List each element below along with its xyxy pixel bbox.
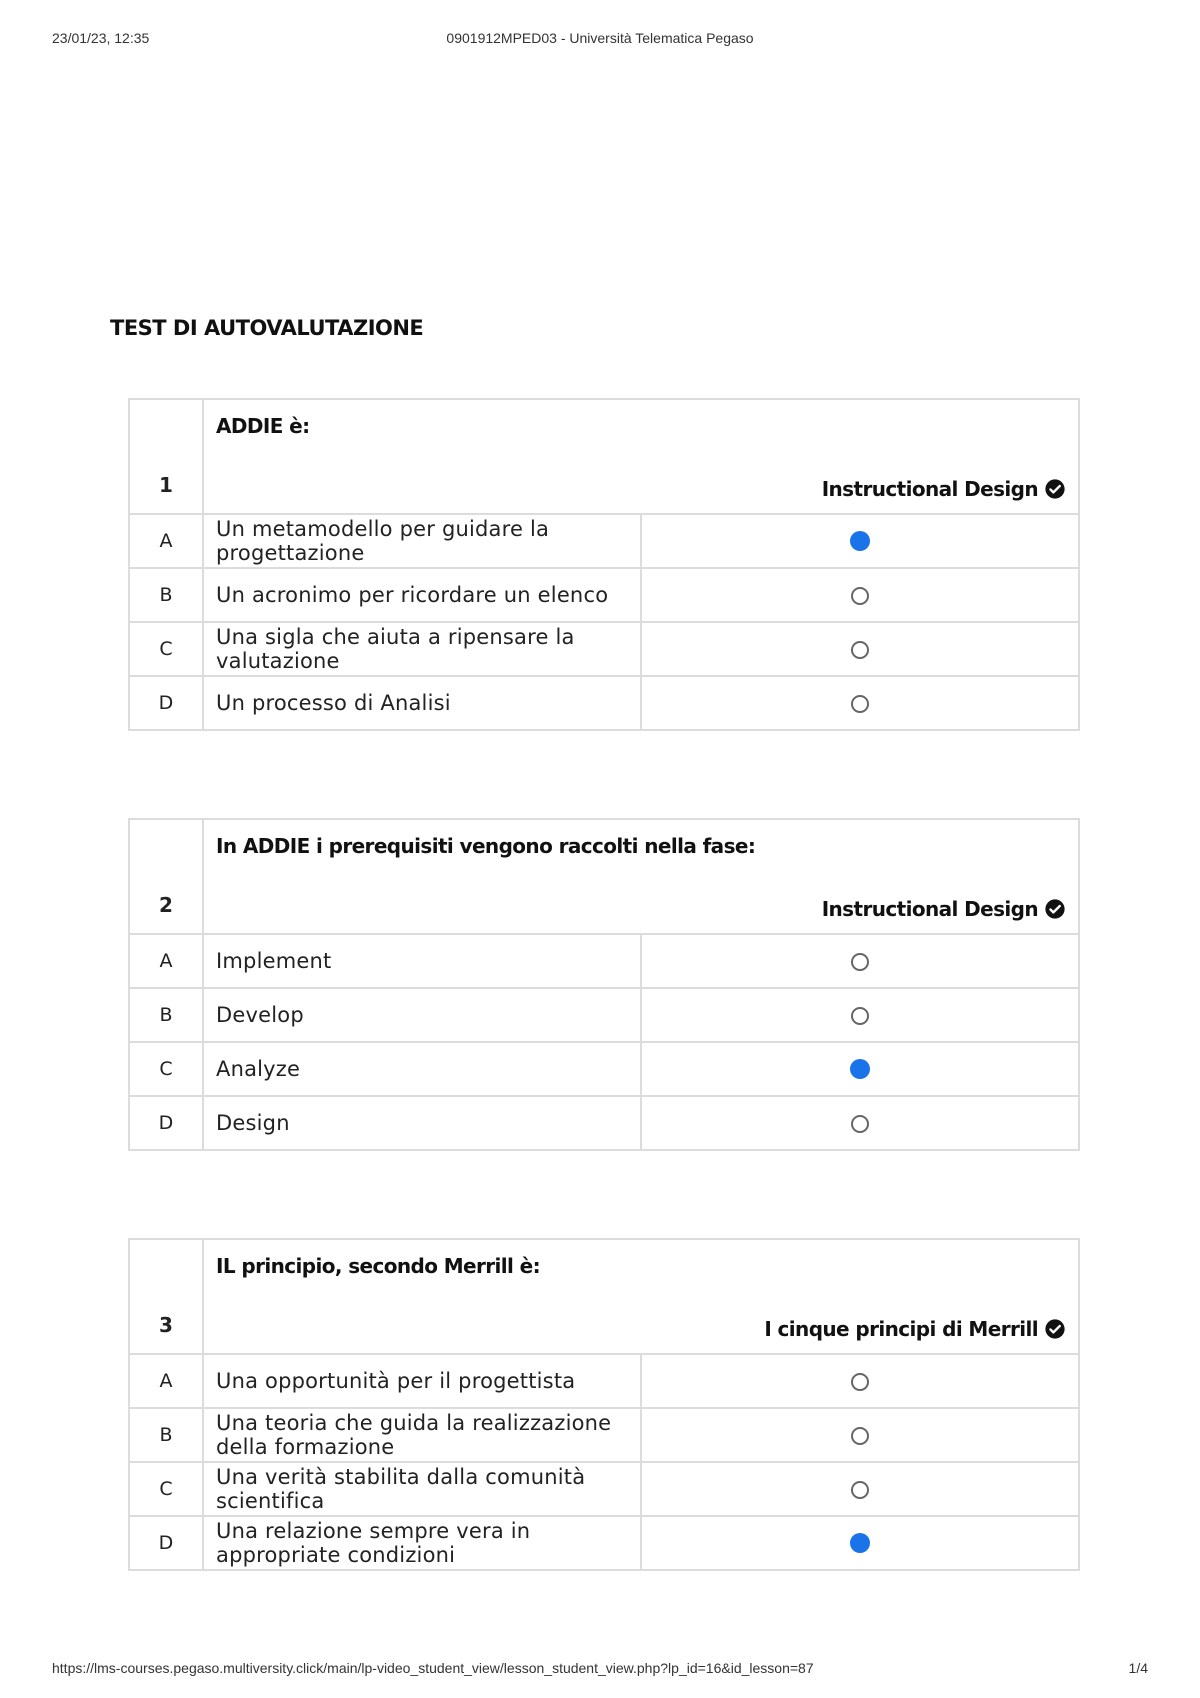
question-number: 2 (129, 819, 203, 934)
option-radio-cell[interactable] (641, 1042, 1079, 1096)
answer-option-row[interactable] (129, 1042, 1079, 1096)
option-text: Un processo di Analisi (203, 676, 641, 730)
option-text: Una relazione sempre vera in appropriate condizioni (203, 1516, 641, 1570)
print-datetime: 23/01/23, 12:35 (52, 30, 150, 46)
option-letter: B (129, 988, 203, 1042)
print-url: https://lms-courses.pegaso.multiversity.click/main/lp-video_student_view/lesson_student_view.php?lp_id=16&id_lesson=87 (52, 1660, 814, 1676)
option-text: Design (203, 1096, 641, 1150)
print-page-number: 1/4 (1128, 1660, 1148, 1676)
check-circle-icon (1044, 478, 1066, 500)
option-letter: A (129, 934, 203, 988)
option-text: Una opportunità per il progettista (203, 1354, 641, 1408)
topic-label: Instructional Design (821, 897, 1038, 921)
page-title: TEST DI AUTOVALUTAZIONE (110, 316, 424, 340)
radio-selected-icon[interactable] (850, 531, 870, 551)
print-doc-title: 0901912MPED03 - Università Telematica Pegaso (446, 30, 754, 46)
option-radio-cell[interactable] (641, 1408, 1079, 1462)
option-radio-cell[interactable] (641, 676, 1079, 730)
radio-unselected-icon[interactable] (851, 1427, 869, 1445)
radio-selected-icon[interactable] (850, 1533, 870, 1553)
question-header (203, 1239, 1079, 1354)
option-text: Una sigla che aiuta a ripensare la valutazione (203, 622, 641, 676)
answer-option-row[interactable] (129, 676, 1079, 730)
radio-unselected-icon[interactable] (851, 587, 869, 605)
radio-unselected-icon[interactable] (851, 953, 869, 971)
option-letter: D (129, 676, 203, 730)
option-radio-cell[interactable] (641, 988, 1079, 1042)
question-header (203, 819, 1079, 934)
question-card (128, 398, 1080, 731)
option-radio-cell[interactable] (641, 1516, 1079, 1570)
option-text: Una teoria che guida la realizzazione della formazione (203, 1408, 641, 1462)
answer-option-row[interactable] (129, 1408, 1079, 1462)
option-text: Una verità stabilita dalla comunità scientifica (203, 1462, 641, 1516)
question-topic (822, 897, 1066, 921)
option-letter: B (129, 568, 203, 622)
radio-unselected-icon[interactable] (851, 1115, 869, 1133)
question-card (128, 818, 1080, 1151)
option-radio-cell[interactable] (641, 622, 1079, 676)
radio-unselected-icon[interactable] (851, 1007, 869, 1025)
print-footer (52, 1660, 1148, 1680)
radio-unselected-icon[interactable] (851, 1481, 869, 1499)
option-radio-cell[interactable] (641, 1354, 1079, 1408)
option-letter: C (129, 622, 203, 676)
answer-option-row[interactable] (129, 622, 1079, 676)
option-letter: D (129, 1516, 203, 1570)
option-text: Implement (203, 934, 641, 988)
check-circle-icon (1044, 898, 1066, 920)
radio-selected-icon[interactable] (850, 1059, 870, 1079)
question-text: ADDIE è: (216, 414, 310, 438)
question-number: 1 (129, 399, 203, 514)
option-letter: C (129, 1042, 203, 1096)
question-topic (764, 1317, 1066, 1341)
option-radio-cell[interactable] (641, 1462, 1079, 1516)
answer-option-row[interactable] (129, 1516, 1079, 1570)
print-header (52, 30, 1148, 50)
radio-unselected-icon[interactable] (851, 695, 869, 713)
answer-option-row[interactable] (129, 1354, 1079, 1408)
answer-option-row[interactable] (129, 988, 1079, 1042)
option-text: Un acronimo per ricordare un elenco (203, 568, 641, 622)
answer-option-row[interactable] (129, 568, 1079, 622)
option-letter: C (129, 1462, 203, 1516)
answer-option-row[interactable] (129, 1096, 1079, 1150)
question-topic (822, 477, 1066, 501)
question-text: In ADDIE i prerequisiti vengono raccolti nella fase: (216, 834, 756, 858)
option-letter: A (129, 1354, 203, 1408)
check-circle-icon (1044, 1318, 1066, 1340)
option-radio-cell[interactable] (641, 1096, 1079, 1150)
question-number: 3 (129, 1239, 203, 1354)
option-radio-cell[interactable] (641, 934, 1079, 988)
option-letter: B (129, 1408, 203, 1462)
question-card (128, 1238, 1080, 1571)
option-letter: D (129, 1096, 203, 1150)
option-radio-cell[interactable] (641, 514, 1079, 568)
option-letter: A (129, 514, 203, 568)
answer-option-row[interactable] (129, 514, 1079, 568)
option-radio-cell[interactable] (641, 568, 1079, 622)
topic-label: Instructional Design (821, 477, 1038, 501)
question-header (203, 399, 1079, 514)
radio-unselected-icon[interactable] (851, 1373, 869, 1391)
option-text: Un metamodello per guidare la progettazione (203, 514, 641, 568)
option-text: Analyze (203, 1042, 641, 1096)
answer-option-row[interactable] (129, 1462, 1079, 1516)
topic-label: I cinque principi di Merrill (764, 1317, 1038, 1341)
question-text: IL principio, secondo Merrill è: (216, 1254, 541, 1278)
option-text: Develop (203, 988, 641, 1042)
answer-option-row[interactable] (129, 934, 1079, 988)
radio-unselected-icon[interactable] (851, 641, 869, 659)
